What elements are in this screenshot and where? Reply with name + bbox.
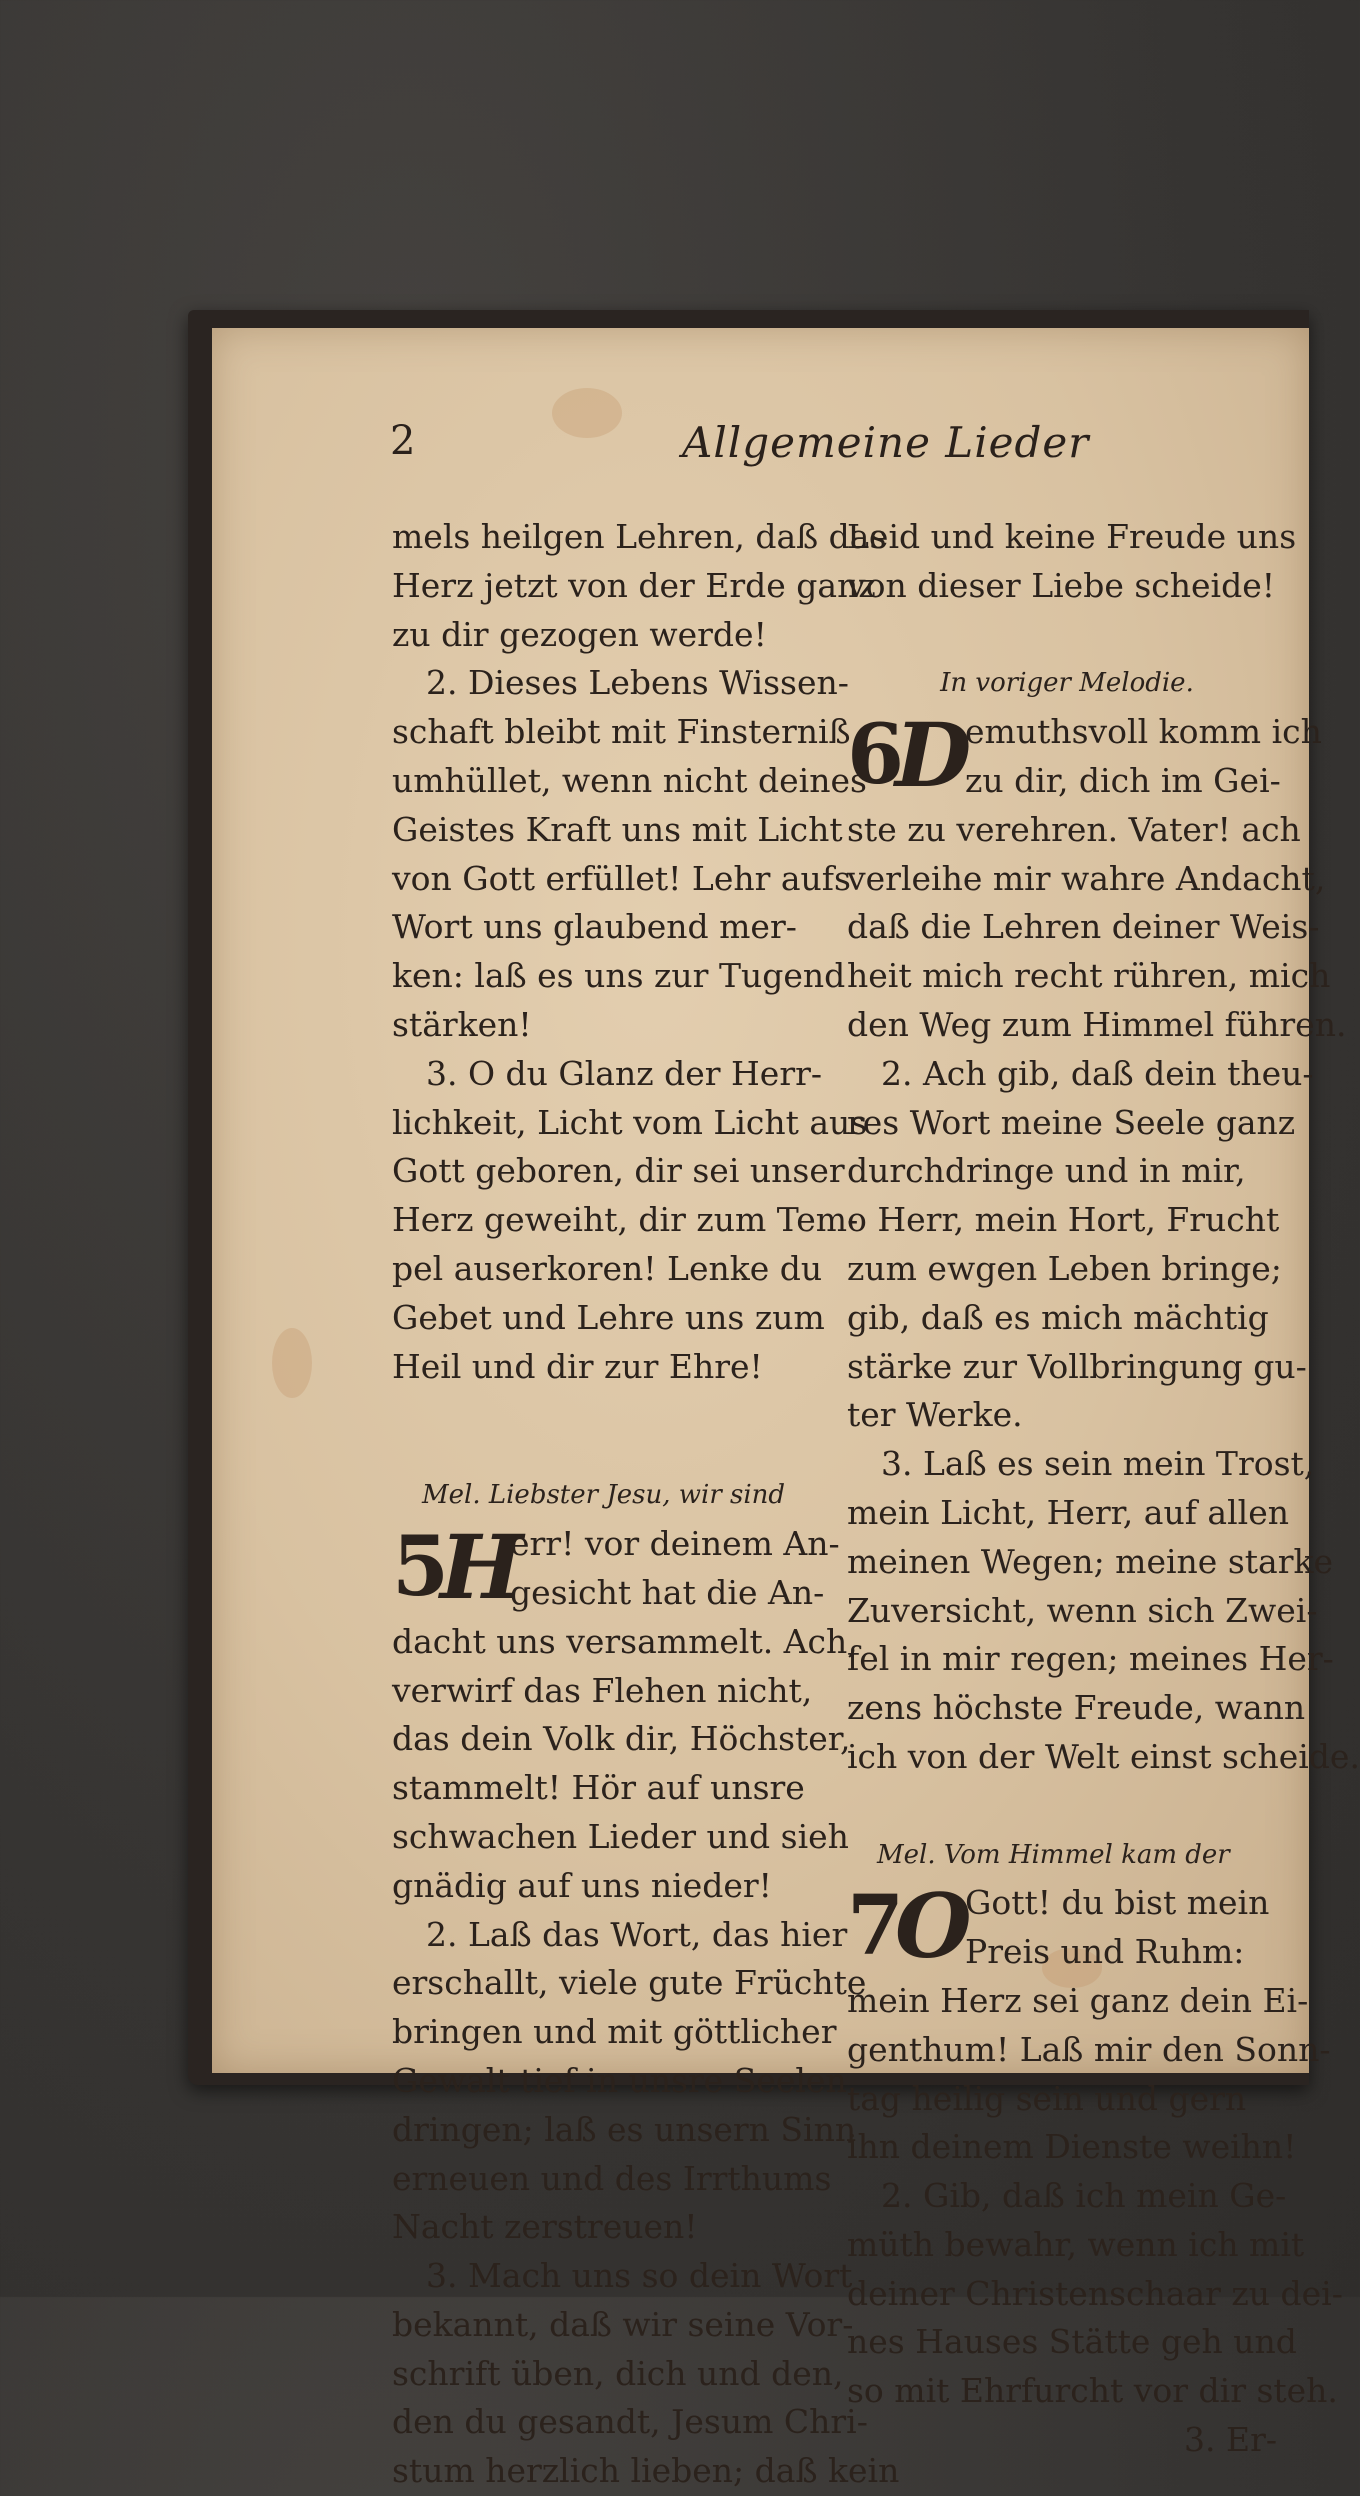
- melody-heading: Mel. Vom Himmel kam der: [877, 1839, 1230, 1870]
- verse-line: bringen und mit göttlicher: [392, 2012, 837, 2052]
- verse-line: Zuversicht, wenn sich Zwei-: [847, 1590, 1318, 1630]
- verse-line: ich von der Welt einst scheide.: [847, 1736, 1360, 1776]
- verse-line: Heil und dir zur Ehre!: [392, 1346, 763, 1386]
- verse-line: 2. Dieses Lebens Wissen-: [426, 663, 849, 703]
- verse-line: ste zu verehren. Vater! ach: [847, 809, 1301, 849]
- verse-line: meinen Wegen; meine starke: [847, 1541, 1333, 1581]
- verse-line: ken: laß es uns zur Tugend: [392, 956, 846, 996]
- verse-line: err! vor deinem An-: [510, 1524, 840, 1564]
- verse-line: Wort uns glaubend mer-: [392, 907, 797, 947]
- verse-line: Geistes Kraft uns mit Licht: [392, 809, 843, 849]
- hymn-number: 5: [392, 1519, 450, 1616]
- verse-line: 3. O du Glanz der Herr-: [426, 1053, 823, 1093]
- text-line: zu dir gezogen werde!: [392, 614, 767, 654]
- verse-line: Gott geboren, dir sei unser: [392, 1151, 845, 1191]
- verse-line: heit mich recht rühren, mich: [847, 956, 1331, 996]
- verse-line: lichkeit, Licht vom Licht aus: [392, 1102, 868, 1142]
- text-line: mels heilgen Lehren, daß das: [392, 517, 887, 556]
- verse-line: den Weg zum Himmel führen.: [847, 1004, 1347, 1044]
- verse-line: zum ewgen Leben bringe;: [847, 1248, 1282, 1288]
- drop-cap: O: [895, 1874, 972, 1979]
- verse-line: gnädig auf uns nieder!: [392, 1865, 772, 1905]
- verse-line: 3. Laß es sein mein Trost,: [881, 1444, 1315, 1484]
- verse-line: zu dir, dich im Gei-: [965, 760, 1281, 800]
- verse-line: Gebet und Lehre uns zum: [392, 1297, 825, 1337]
- verse-line: Gott! du bist mein: [965, 1883, 1270, 1923]
- verse-line: dringen; laß es unsern Sinn: [392, 2109, 857, 2149]
- verse-line: Herz geweiht, dir zum Tem-: [392, 1200, 859, 1240]
- verse-line: so mit Ehrfurcht vor dir steh.: [847, 2371, 1338, 2411]
- verse-line: stärken!: [392, 1004, 532, 1044]
- verse-line: tag heilig sein und gern: [847, 2078, 1247, 2118]
- left-column: [392, 513, 900, 2496]
- drop-cap: D: [895, 703, 972, 808]
- verse-line: nes Hauses Stätte geh und: [847, 2322, 1297, 2362]
- verse-line: den du gesandt, Jesum Chri-: [392, 2402, 868, 2442]
- verse-line: stammelt! Hör auf unsre: [392, 1768, 805, 1808]
- verse-line: o Herr, mein Hort, Frucht: [847, 1200, 1280, 1240]
- verse-line: verwirf das Flehen nicht,: [392, 1670, 813, 1710]
- text-line: Leid und keine Freude uns: [847, 517, 1297, 556]
- verse-line: von Gott erfüllet! Lehr aufs: [392, 858, 851, 898]
- drop-cap: H: [440, 1515, 524, 1620]
- verse-line: erneuen und des Irrthums: [392, 2158, 832, 2198]
- verse-line: Nacht zerstreuen!: [392, 2207, 698, 2247]
- verse-line: 3. Mach uns so dein Wort: [426, 2256, 853, 2296]
- melody-heading: Mel. Liebster Jesu, wir sind: [422, 1480, 786, 1511]
- verse-line: Preis und Ruhm:: [965, 1932, 1245, 1972]
- hymn-start: [847, 1874, 1287, 1979]
- right-column: [847, 513, 1360, 2465]
- verse-line: dacht uns versammelt. Ach,: [392, 1621, 858, 1661]
- verse-line: 2. Ach gib, daß dein theu-: [881, 1053, 1314, 1093]
- verse-line: durchdringe und in mir,: [847, 1151, 1246, 1191]
- verse-line: 2. Gib, daß ich mein Ge-: [881, 2176, 1287, 2216]
- page-number: 2: [390, 418, 416, 464]
- verse-line: 2. Laß das Wort, das hier: [426, 1914, 848, 1954]
- verse-line: mein Licht, Herr, auf allen: [847, 1492, 1289, 1532]
- verse-line: erschallt, viele gute Früchte: [392, 1963, 867, 2003]
- text-line: Herz jetzt von der Erde ganz: [392, 565, 876, 605]
- verse-line: deiner Christenschaar zu dei-: [847, 2273, 1343, 2313]
- verse-line: ter Werke.: [847, 1395, 1023, 1435]
- verse-line: ihn deinem Dienste weihn!: [847, 2127, 1297, 2167]
- verse-line: daß die Lehren deiner Weis-: [847, 907, 1320, 947]
- hymn-start: [392, 1515, 840, 1620]
- verse-line: gib, daß es mich mächtig: [847, 1297, 1269, 1337]
- verse-line: schwachen Lieder und sieh: [392, 1816, 849, 1856]
- verse-line: müth bewahr, wenn ich mit: [847, 2224, 1305, 2264]
- verse-line: pel auserkoren! Lenke du: [392, 1248, 823, 1288]
- verse-line: stärke zur Vollbringung gu-: [847, 1346, 1307, 1386]
- verse-line: zens höchste Freude, wann: [847, 1688, 1306, 1728]
- text-line: von dieser Liebe scheide!: [847, 565, 1276, 605]
- hymn-number: 7: [847, 1878, 905, 1975]
- verse-line: umhüllet, wenn nicht deines: [392, 760, 867, 800]
- verse-line: das dein Volk dir, Höchster,: [392, 1719, 851, 1759]
- verse-line: verleihe mir wahre Andacht,: [847, 858, 1326, 898]
- verse-line: res Wort meine Seele ganz: [847, 1102, 1296, 1142]
- verse-line: stum herzlich lieben; daß kein: [392, 2451, 900, 2491]
- verse-line: Gewalt tief in unsre Seelen: [392, 2060, 847, 2100]
- verse-line: genthum! Laß mir den Sonn-: [847, 2029, 1331, 2069]
- hymn-start: [847, 703, 1322, 808]
- book-page: [212, 328, 1360, 2491]
- verse-line: fel in mir regen; meines Her-: [847, 1639, 1334, 1679]
- verse-line: emuthsvoll komm ich: [965, 712, 1322, 752]
- foxing-spot: [272, 1328, 312, 1398]
- running-title: Allgemeine Lieder: [682, 418, 1090, 467]
- page-header: [212, 418, 1309, 478]
- verse-line: mein Herz sei ganz dein Ei-: [847, 1980, 1309, 2020]
- verse-line: schaft bleibt mit Finsterniß: [392, 712, 851, 752]
- melody-heading: In voriger Melodie.: [940, 668, 1194, 699]
- verse-line: gesicht hat die An-: [510, 1572, 825, 1612]
- verse-line: bekannt, daß wir seine Vor-: [392, 2304, 854, 2344]
- verse-line: schrift üben, dich und den,: [392, 2353, 844, 2393]
- catchword: 3. Er-: [1184, 2420, 1277, 2460]
- hymn-number: 6: [847, 707, 905, 804]
